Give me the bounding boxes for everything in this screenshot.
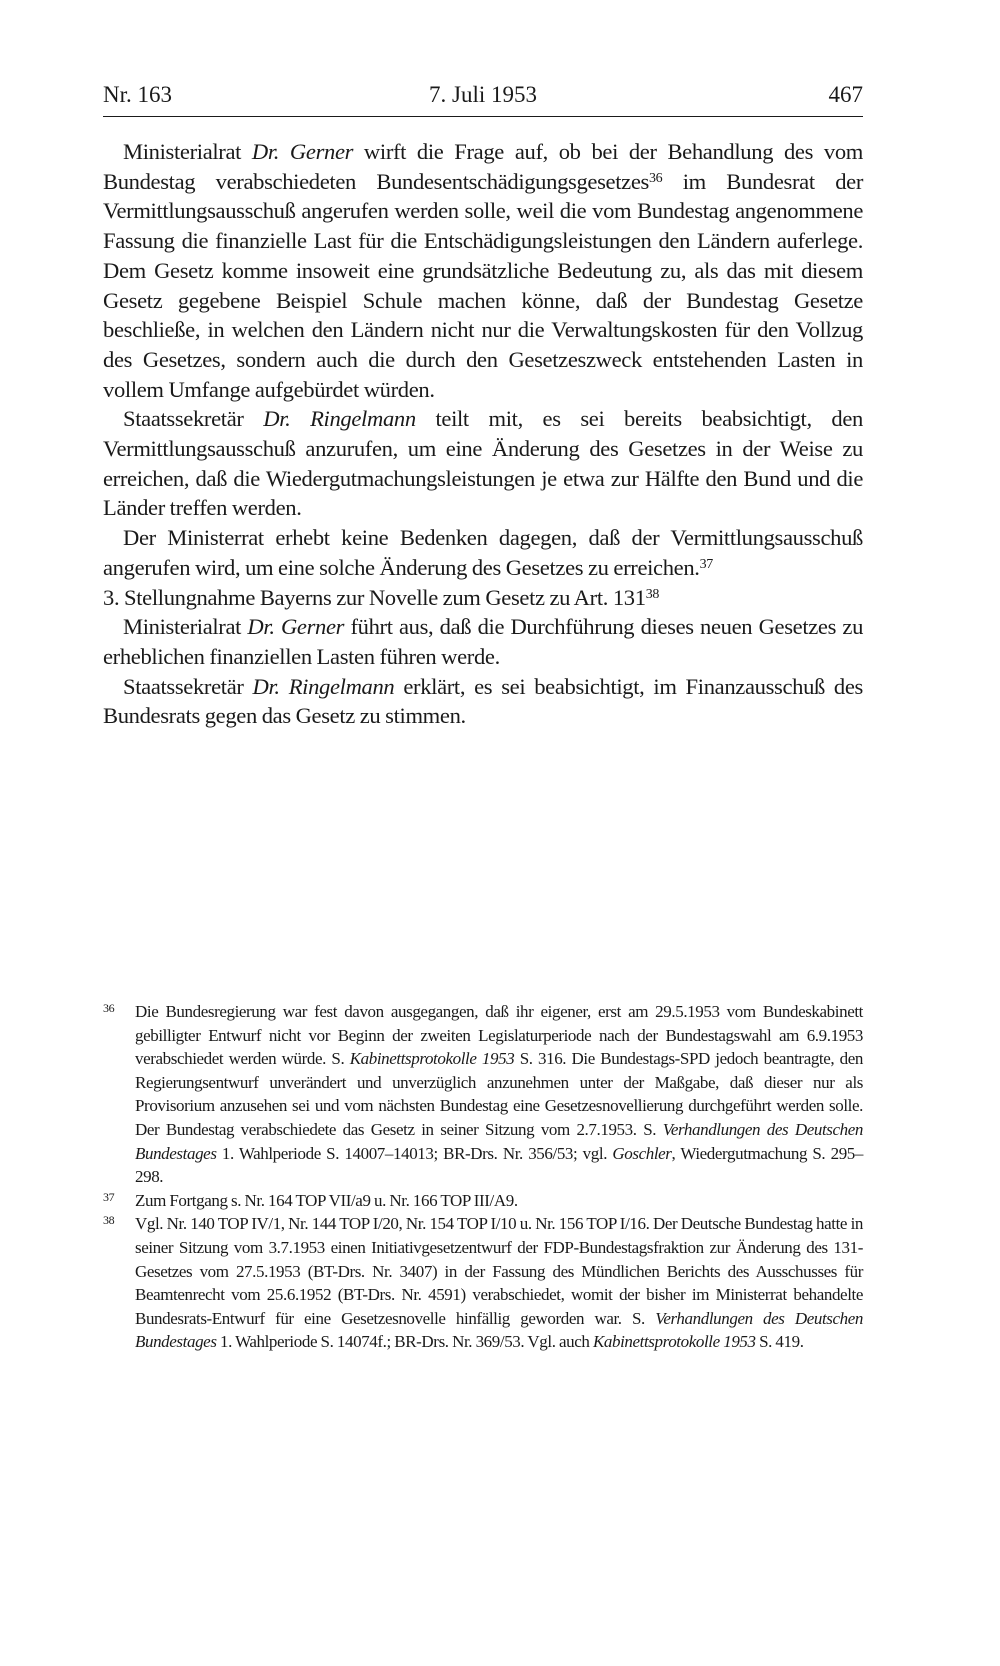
footnote-ref-38[interactable]: 38 bbox=[645, 586, 659, 602]
footnote-number: 37 bbox=[103, 1189, 115, 1204]
body-text bbox=[103, 137, 863, 731]
document-number: Nr. 163 bbox=[103, 82, 172, 107]
agenda-heading bbox=[103, 583, 863, 613]
document-page bbox=[103, 80, 864, 1352]
text-span: teilt mit, es sei bereits beabsichtigt, den Vermittlungsausschuß anzurufen, um eine Änderung des Gesetzes in der Weise zu erreichen, daß die Wiedergutmachungsleistungen je etwa zur Hälfte den Bund und die Länder treffen werden. bbox=[103, 406, 863, 521]
text-span: Zum Fortgang s. Nr. 164 TOP VII/a9 u. Nr. 166 TOP III/A9. bbox=[135, 1190, 518, 1210]
text-span: Staatssekretär bbox=[123, 673, 253, 699]
text-span: erklärt, es sei beabsichtigt, im Finanzausschuß des Bundesrats gegen das Gesetz zu stimmen. bbox=[103, 673, 863, 729]
paragraph-ringelmann-2 bbox=[103, 672, 863, 731]
text-span: im Bundesrat der Vermittlungsausschuß angerufen werden solle, weil die vom Bundestag angenommene Fassung die finanzielle Last für die Entschädigungsleistungen den Ländern auferlege. Dem Gesetz komme insoweit eine grundsätzliche Bedeutung zu, als das mit diesem Gesetz gegebene Beispiel Schule machen könne, daß der Bundestag Gesetze beschließe, in welchen den Ländern nicht nur die Verwaltungskosten für den Vollzug des Gesetzes, sondern auch die durch den Gesetzeszweck entstehenden Lasten in vollem Umfange aufgebürdet würden. bbox=[103, 168, 863, 402]
footnotes bbox=[103, 1000, 863, 1354]
text-span: Ministerialrat bbox=[123, 139, 252, 164]
speaker-name: Dr. Gerner bbox=[247, 614, 345, 640]
text-span: wirft die Frage auf, ob bei der Behandlung des vom Bundestag verabschiedeten Bundesentschädigungsgesetzes bbox=[103, 139, 863, 194]
heading-text: 3. Stellungnahme Bayerns zur Novelle zum Gesetz zu Art. 131 bbox=[103, 584, 646, 610]
footnote-number: 38 bbox=[103, 1213, 115, 1228]
text-span: Die Bundesregierung war fest davon ausgegangen, daß ihr eigener, erst am 29.5.1953 vom Bundeskabinett gebilligter Entwurf nicht vor Beginn der zweiten Legislaturperiode nach der Bundestagswahl am 6.9.1953 verabschiedet werden würde. S. bbox=[135, 1002, 863, 1069]
footnote-number: 36 bbox=[103, 1001, 115, 1015]
footnote-36 bbox=[103, 1000, 863, 1189]
text-span: 1. Wahlperiode S. 14074f.; BR-Drs. Nr. 369/53. Vgl. auch bbox=[216, 1332, 593, 1352]
citation-title: Kabinettsprotokolle 1953 bbox=[592, 1332, 756, 1352]
footnote-37 bbox=[103, 1189, 863, 1213]
speaker-name: Dr. Ringelmann bbox=[263, 406, 416, 432]
paragraph-gerner-2 bbox=[103, 612, 863, 671]
header-rule bbox=[103, 116, 863, 117]
text-span: S. 316. Die Bundestags-SPD jedoch beantragte, den Regierungsentwurf unverändert und unverzüglich anzunehmen unter der Maßgabe, daß dieser nur als Provisorium anzusehen sei und vom nächsten Bundestag eine Gesetzesnovellierung durchgeführt werden solle. Der Bundestag verabschiedete das Gesetz in seiner Sitzung vom 2.7.1953. S. bbox=[135, 1049, 863, 1139]
paragraph-ministerrat bbox=[103, 523, 863, 582]
speaker-name: Dr. Gerner bbox=[251, 139, 354, 164]
citation-author: Goschler bbox=[612, 1143, 672, 1163]
citation-title: Kabinettsprotokolle 1953 bbox=[349, 1049, 515, 1069]
text-span: Ministerialrat bbox=[123, 614, 248, 640]
text-span: Vgl. Nr. 140 TOP IV/1, Nr. 144 TOP I/20, Nr. 154 TOP I/10 u. Nr. 156 TOP I/16. Der Deutsche Bundestag hatte in seiner Sitzung vom 3.7.1953 einen Initiativgesetzentwurf der FDP-Bundestagsfraktion zur Änderung des 131-Gesetzes vom 27.5.1953 (BT-Drs. Nr. 3407) in der Fassung des Mündlichen Berichts des Ausschusses für Beamtenrecht vom 25.6.1952 (BT-Drs. Nr. 4591) verabschiedet, womit der bisher im Ministerrat behandelte Bundesrats-Entwurf für eine Gesetzesnovelle hinfällig geworden war. S. bbox=[135, 1214, 863, 1328]
speaker-name: Dr. Ringelmann bbox=[252, 673, 395, 699]
running-header bbox=[103, 80, 863, 114]
text-span: , Wiedergutmachung S. 295–298. bbox=[135, 1143, 863, 1187]
footnote-ref-36[interactable]: 36 bbox=[648, 170, 663, 186]
citation-title: Verhandlungen des Deutschen Bundestages bbox=[135, 1119, 863, 1163]
citation-title: Verhandlungen des Deutschen Bundestages bbox=[135, 1308, 864, 1352]
paragraph-gerner-1 bbox=[103, 137, 863, 404]
page-number: 467 bbox=[828, 82, 863, 107]
text-span: führt aus, daß die Durchführung dieses neuen Gesetzes zu erheblichen finanziellen Lasten führen werde. bbox=[103, 614, 864, 669]
text-span: Der Ministerrat erhebt keine Bedenken dagegen, daß der Vermittlungsausschuß angerufen wird, um eine solche Änderung des Gesetzes zu erreichen. bbox=[103, 525, 863, 580]
text-span: Staatssekretär bbox=[123, 406, 264, 432]
text-span: 1. Wahlperiode S. 14007–14013; BR-Drs. Nr. 356/53; vgl. bbox=[216, 1143, 613, 1163]
footnote-38 bbox=[103, 1212, 863, 1354]
paragraph-ringelmann-1 bbox=[103, 404, 863, 523]
text-span: S. 419. bbox=[755, 1332, 804, 1352]
header-date: 7. Juli 1953 bbox=[429, 82, 537, 107]
footnote-ref-37[interactable]: 37 bbox=[699, 556, 713, 572]
